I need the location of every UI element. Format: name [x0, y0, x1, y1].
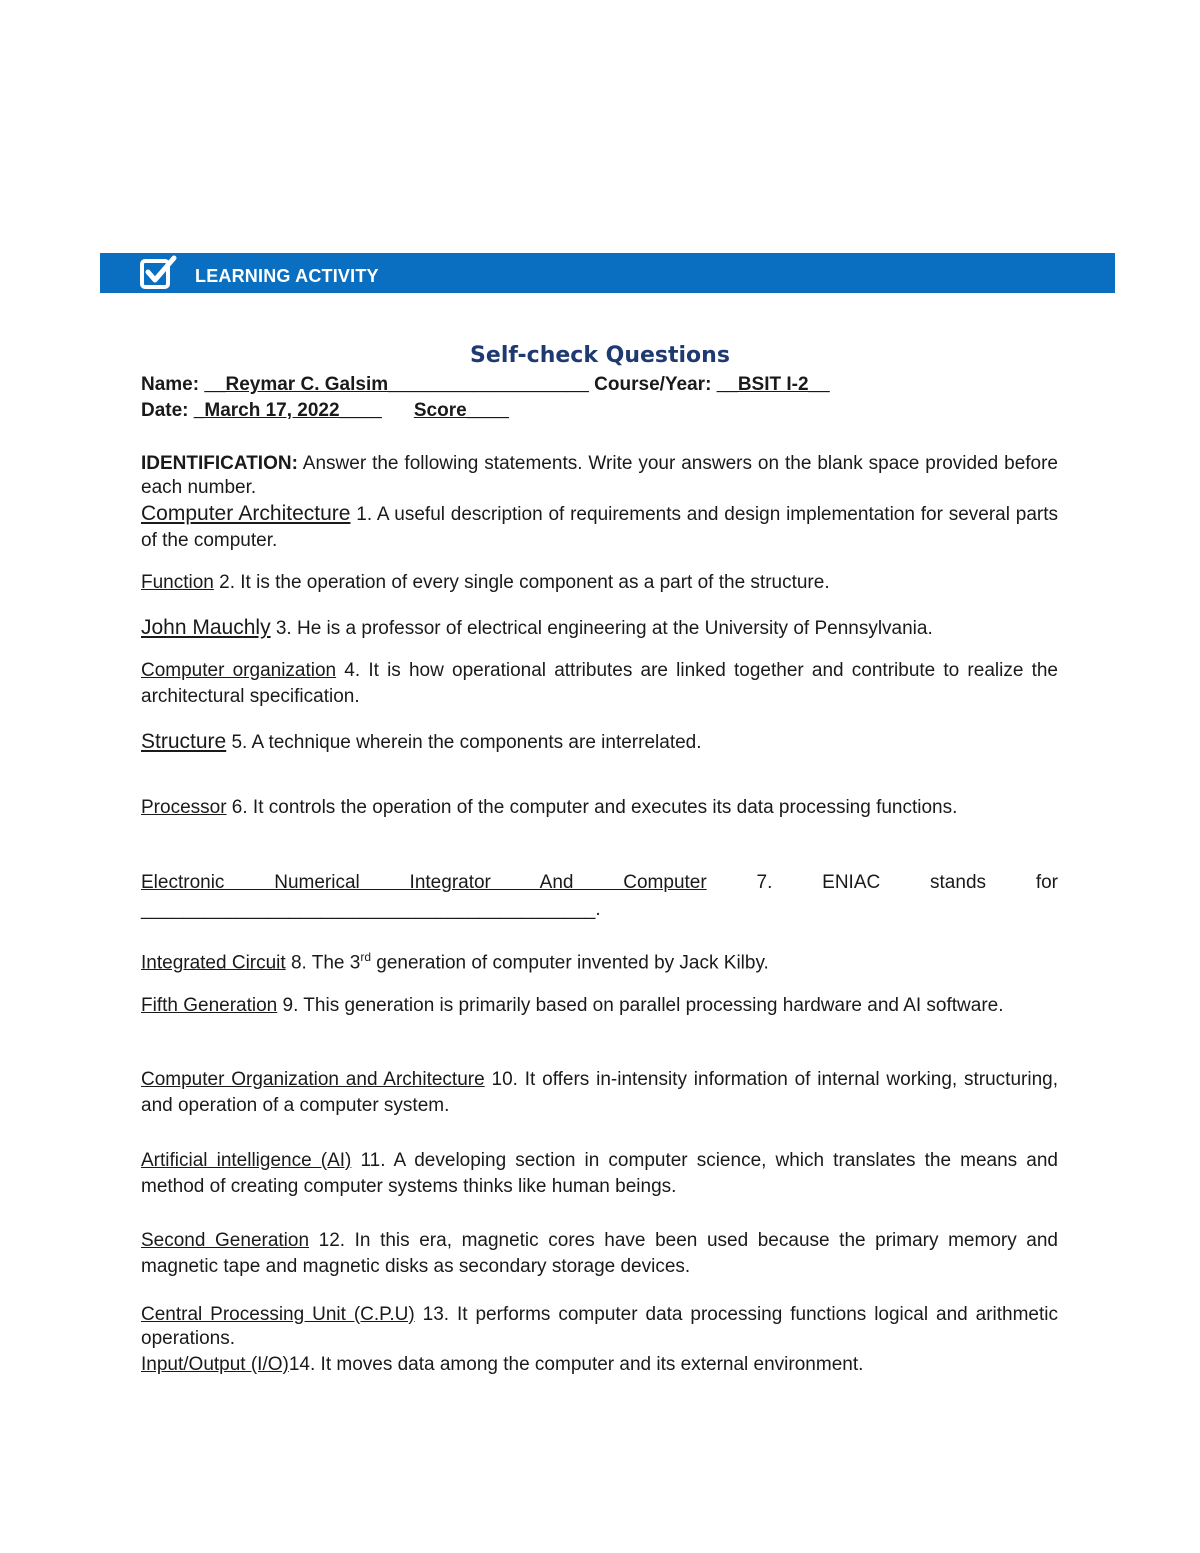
question: 2. It is the operation of every single component as a part of the structure.	[213, 572, 830, 593]
question: 10. It offers in-intensity information of internal working, structuring, and operation of a computer system.	[141, 1069, 1058, 1116]
list-item	[141, 658, 1058, 710]
learning-activity-banner	[100, 253, 1115, 293]
question-end: generation of computer invented by Jack Kilby.	[371, 952, 769, 974]
list-item	[141, 729, 1058, 756]
name-value: __Reymar C. Galsim___________________	[204, 374, 589, 395]
question: 6. It controls the operation of the computer and executes its data processing functions.	[226, 797, 958, 818]
checkbox-check-icon	[140, 255, 178, 291]
answer: Electronic Numerical Integrator And Computer	[141, 872, 707, 893]
answer: John Mauchly	[141, 616, 271, 639]
question: 13. It performs computer data processing functions logical and arithmetic operations.	[141, 1304, 1058, 1349]
list-item	[141, 795, 1058, 820]
instructions-text: Answer the following statements. Write your answers on the blank space provided before each number.	[141, 453, 1058, 498]
answer: Function	[141, 572, 214, 593]
question: 7. ENIAC stands for ___________________________________________.	[141, 872, 1058, 920]
question: 12. In this era, magnetic cores have been used because the primary memory and magnetic tape and magnetic disks as secondary storage devices.	[141, 1230, 1058, 1277]
answer: Second Generation	[141, 1230, 310, 1251]
question: 14. It moves data among the computer and its external environment.	[288, 1354, 864, 1375]
course-value: __BSIT I-2__	[716, 374, 830, 395]
date-label: Date:	[141, 400, 194, 421]
list-item	[141, 1352, 1058, 1378]
list-item	[141, 1228, 1058, 1280]
question: 4. It is how operational attributes are linked together and contribute to realize the architectural specification.	[141, 660, 1058, 707]
instructions-label: IDENTIFICATION:	[141, 453, 298, 474]
answer: Processor	[141, 797, 227, 818]
name-course-line	[141, 374, 830, 396]
list-item	[141, 501, 1058, 554]
question: 5. A technique wherein the components are interrelated.	[226, 732, 702, 753]
answer: Structure	[141, 730, 227, 753]
date-value: _March 17, 2022____	[193, 400, 382, 421]
list-item	[141, 944, 1058, 976]
answer: Input/Output (I/O)	[141, 1354, 289, 1375]
ordinal-suffix: rd	[360, 950, 372, 964]
question: 3. He is a professor of electrical engineering at the University of Pennsylvania.	[270, 618, 933, 639]
name-label: Name:	[141, 374, 205, 395]
page-title: Self-check Questions	[470, 343, 730, 368]
question: 9. This generation is primarily based on parallel processing hardware and AI software.	[277, 995, 1004, 1016]
answer: Fifth Generation	[141, 995, 278, 1016]
list-item	[141, 993, 1058, 1018]
banner-label: LEARNING ACTIVITY	[195, 266, 379, 286]
list-item	[141, 1067, 1058, 1119]
list-item	[141, 615, 1058, 642]
answer: Computer Organization and Architecture	[141, 1069, 485, 1090]
list-item	[141, 1303, 1058, 1351]
answer: Computer organization	[141, 660, 337, 681]
course-label: Course/Year:	[588, 374, 717, 395]
list-item	[141, 1148, 1058, 1200]
question-start: 8. The 3	[285, 952, 361, 974]
question: 11. A developing section in computer science, which translates the means and method of creating computer systems thinks like human beings.	[141, 1150, 1058, 1197]
instructions	[141, 452, 1058, 500]
list-item	[141, 869, 1058, 923]
answer: Central Processing Unit (C.P.U)	[141, 1304, 415, 1325]
list-item	[141, 570, 1058, 596]
answer: Artificial intelligence (AI)	[141, 1150, 352, 1171]
date-score-line	[141, 400, 509, 422]
answer: Computer Architecture	[141, 502, 351, 525]
answer: Integrated Circuit	[141, 952, 286, 974]
score-label: Score____	[413, 400, 509, 421]
question: 1. A useful description of requirements and design implementation for several parts of the computer.	[141, 504, 1058, 551]
